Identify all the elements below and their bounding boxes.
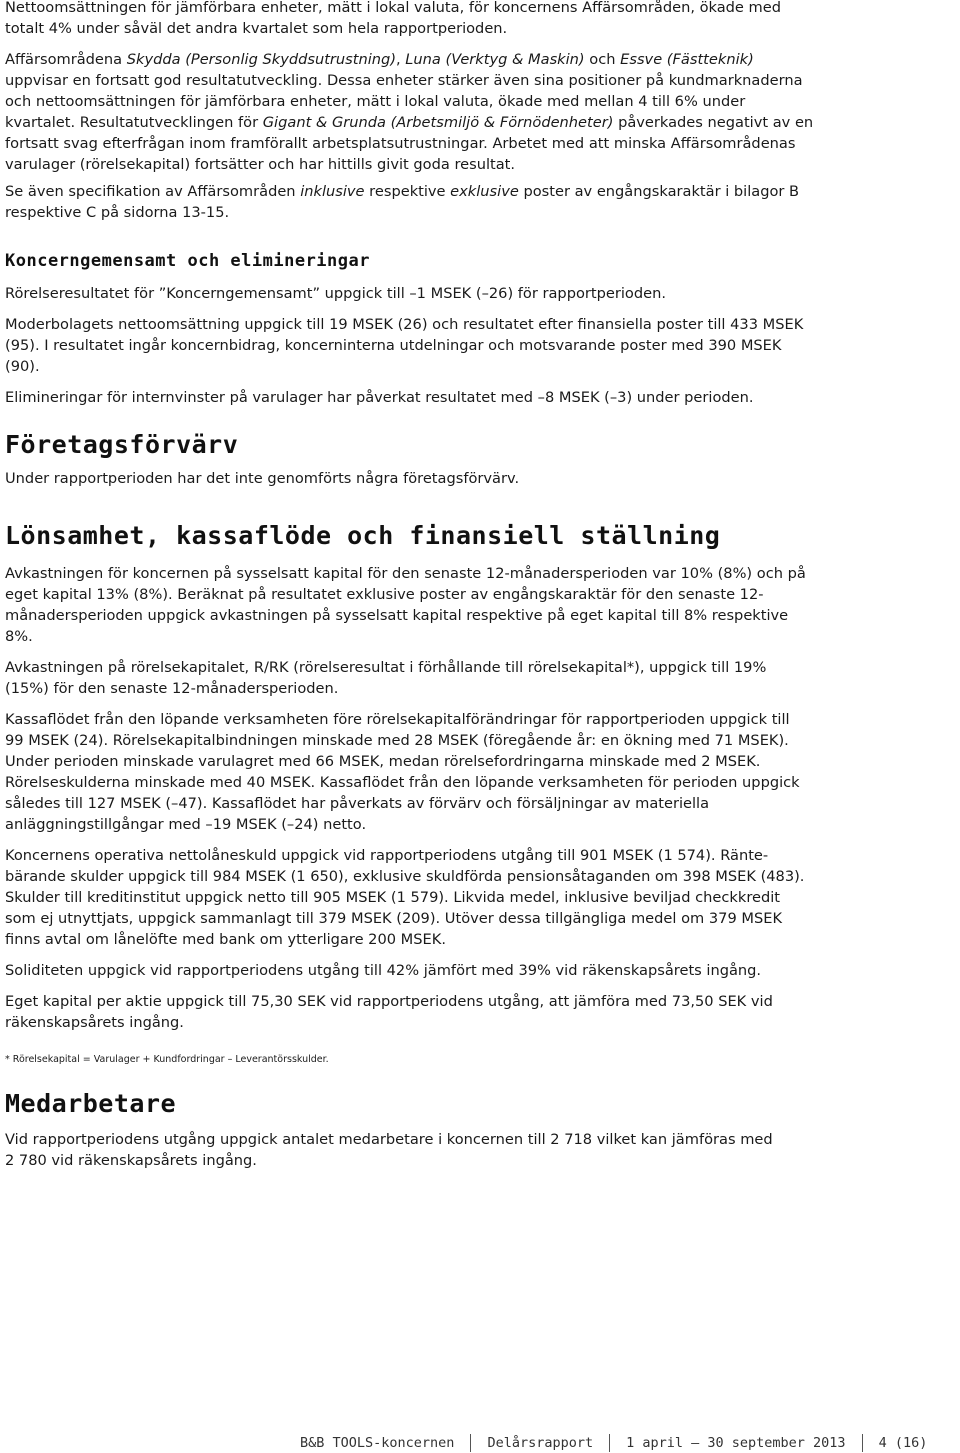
text-line: och nettoomsättningen för jämförbara enheter, mätt i lokal valuta, ökade med mellan 4 till 6% under [5, 93, 746, 110]
text-line: månadersperioden uppgick avkastningen på sysselsatt kapital respektive på eget kapital till 8% respektive [5, 607, 789, 624]
foretagsforvarv-paragraph-1: Under rapportperioden har det inte genomförts några företagsförvärv. [5, 470, 520, 487]
intro-paragraph-1 [5, 0, 905, 39]
footer-divider [470, 1434, 471, 1452]
footer-period: 1 april – 30 september 2013 [626, 1435, 846, 1451]
text-line: 99 MSEK (24). Rörelsekapitalbindningen minskade med 28 MSEK (föregående år: en ökning med 71 MSEK). [5, 732, 789, 749]
text-line: Eget kapital per aktie uppgick till 75,30 SEK vid rapportperiodens utgång, att jämföra med 73,50 SEK vid [5, 993, 773, 1010]
text-line: Skulder till kreditinstitut uppgick netto till 905 MSEK (1 579). Likvida medel, inklusive beviljad checkkredit [5, 889, 781, 906]
text-line: således till 127 MSEK (–47). Kassaflödet har påverkats av förvärv och försäljningar av materiella [5, 795, 710, 812]
text-span: Se även specifikation av Affärsområden [5, 183, 301, 200]
section-heading-medarbetare: Medarbetare [5, 1089, 177, 1118]
lonsamhet-paragraph-5: Soliditeten uppgick vid rapportperiodens utgång till 42% jämfört med 39% vid räkenskapsårets ingång. [5, 962, 762, 979]
footnote-rorelsekapital: * Rörelsekapital = Varulager + Kundfordringar – Leverantörsskulder. [5, 1054, 329, 1065]
intro-paragraph-3 [5, 181, 905, 223]
footer-company: B&B TOOLS-koncernen [300, 1435, 455, 1451]
text-line: (90). [5, 358, 40, 375]
text-line: Under perioden minskade varulagret med 66 MSEK, medan rörelsefordringarna minskade med 2 MSEK. [5, 753, 761, 770]
text-line: Moderbolagets nettoomsättning uppgick till 19 MSEK (26) och resultatet efter finansiella poster till 433 MSEK [5, 316, 804, 333]
footer-page-number: 4 (16) [878, 1435, 928, 1451]
text-line: Kassaflödet från den löpande verksamheten före rörelsekapitalförändringar för rapportperioden uppgick till [5, 711, 790, 728]
intro-paragraph-2 [5, 49, 905, 175]
exklusive-term: exklusive [450, 183, 519, 200]
text-span: påverkades negativt av en [613, 114, 814, 131]
inklusive-term: inklusive [300, 183, 365, 200]
text-line: 8%. [5, 628, 33, 645]
section-heading-lonsamhet: Lönsamhet, kassaflöde och finansiell ställning [5, 521, 721, 550]
lonsamhet-paragraph-1 [5, 563, 905, 647]
text-line: (15%) för den senaste 12-månadersperioden. [5, 680, 339, 697]
text-line: (95). I resultatet ingår koncernbidrag, koncerninterna utdelningar och motsvarande poster med 390 MSEK [5, 337, 782, 354]
text-line: Nettoomsättningen för jämförbara enheter, mätt i lokal valuta, för koncernens Affärsområden, ökade med [5, 0, 781, 16]
text-line: totalt 4% under såväl det andra kvartalet som hela rapportperioden. [5, 20, 508, 37]
lonsamhet-paragraph-4 [5, 845, 905, 950]
text-line: anläggningstillgångar med –19 MSEK (–24) netto. [5, 816, 367, 833]
koncerngemensamt-paragraph-3: Elimineringar för internvinster på varulager har påverkat resultatet med –8 MSEK (–3) under perioden. [5, 389, 754, 406]
text-line: Rörelseskulderna minskade med 40 MSEK. Kassaflödet från den löpande verksamheten för perioden uppgick [5, 774, 800, 791]
text-line: respektive C på sidorna 13-15. [5, 204, 230, 221]
text-span: respektive [364, 183, 451, 200]
lonsamhet-paragraph-6 [5, 991, 905, 1033]
text-line: Koncernens operativa nettolåneskuld uppgick vid rapportperiodens utgång till 901 MSEK (1 574). Ränte- [5, 847, 769, 864]
text-line: som ej utnyttjats, uppgick sammanlagt till 379 MSEK (209). Utöver dessa tillgängliga medel om 379 MSEK [5, 910, 783, 927]
text-line: bärande skulder uppgick till 984 MSEK (1 650), exklusive skuldförda pensionsåtaganden om 398 MSEK (483). [5, 868, 805, 885]
lonsamhet-paragraph-2 [5, 657, 905, 699]
medarbetare-paragraph-1 [5, 1129, 905, 1171]
text-span: , [396, 51, 406, 68]
business-area-skydda: Skydda (Personlig Skyddsutrustning) [126, 51, 397, 68]
section-heading-foretagsforvarv: Företagsförvärv [5, 430, 239, 459]
text-line: 2 780 vid räkenskapsårets ingång. [5, 1152, 257, 1169]
text-line: fortsatt svag efterfrågan inom framförallt arbetsplatsutrustningar. Arbetet med att minska Affärsområdenas [5, 135, 796, 152]
lonsamhet-paragraph-3 [5, 709, 905, 835]
page-footer [300, 1433, 960, 1453]
text-span: och [584, 51, 621, 68]
text-span: poster av engångskaraktär i bilagor B [518, 183, 800, 200]
text-span: kvartalet. Resultatutvecklingen för [5, 114, 263, 131]
text-line: Vid rapportperiodens utgång uppgick antalet medarbetare i koncernen till 2 718 vilket kan jämföras med [5, 1131, 773, 1148]
text-span: Affärsområdena [5, 51, 127, 68]
section-heading-koncerngemensamt: Koncerngemensamt och elimineringar [5, 251, 370, 271]
text-line: eget kapital 13% (8%). Beräknat på resultatet exklusive poster av engångskaraktär för den senaste 12- [5, 586, 764, 603]
text-line: Avkastningen på rörelsekapitalet, R/RK (rörelseresultat i förhållande till rörelsekapital*), uppgick till 19% [5, 659, 767, 676]
text-line: räkenskapsårets ingång. [5, 1014, 184, 1031]
business-area-luna: Luna (Verktyg & Maskin) [405, 51, 585, 68]
koncerngemensamt-paragraph-1: Rörelseresultatet för ”Koncerngemensamt” uppgick till –1 MSEK (–26) för rapportperioden. [5, 285, 666, 302]
business-area-essve: Essve (Fästteknik) [620, 51, 754, 68]
footer-report-type: Delårsrapport [487, 1435, 594, 1451]
text-line: uppvisar en fortsatt god resultatutveckling. Dessa enheter stärker även sina positioner på kundmarknaderna [5, 72, 803, 89]
business-area-gigant-grunda: Gigant & Grunda (Arbetsmiljö & Förnödenheter) [262, 114, 614, 131]
text-line: Avkastningen för koncernen på sysselsatt kapital för den senaste 12-månadersperioden var 10% (8%) och på [5, 565, 806, 582]
document-page [5, 0, 905, 1171]
footer-divider [609, 1434, 610, 1452]
text-line: varulager (rörelsekapital) fortsätter och har hittills givit goda resultat. [5, 156, 516, 173]
text-line: finns avtal om lånelöfte med bank om ytterligare 200 MSEK. [5, 931, 446, 948]
footer-divider [862, 1434, 863, 1452]
koncerngemensamt-paragraph-2 [5, 314, 905, 377]
